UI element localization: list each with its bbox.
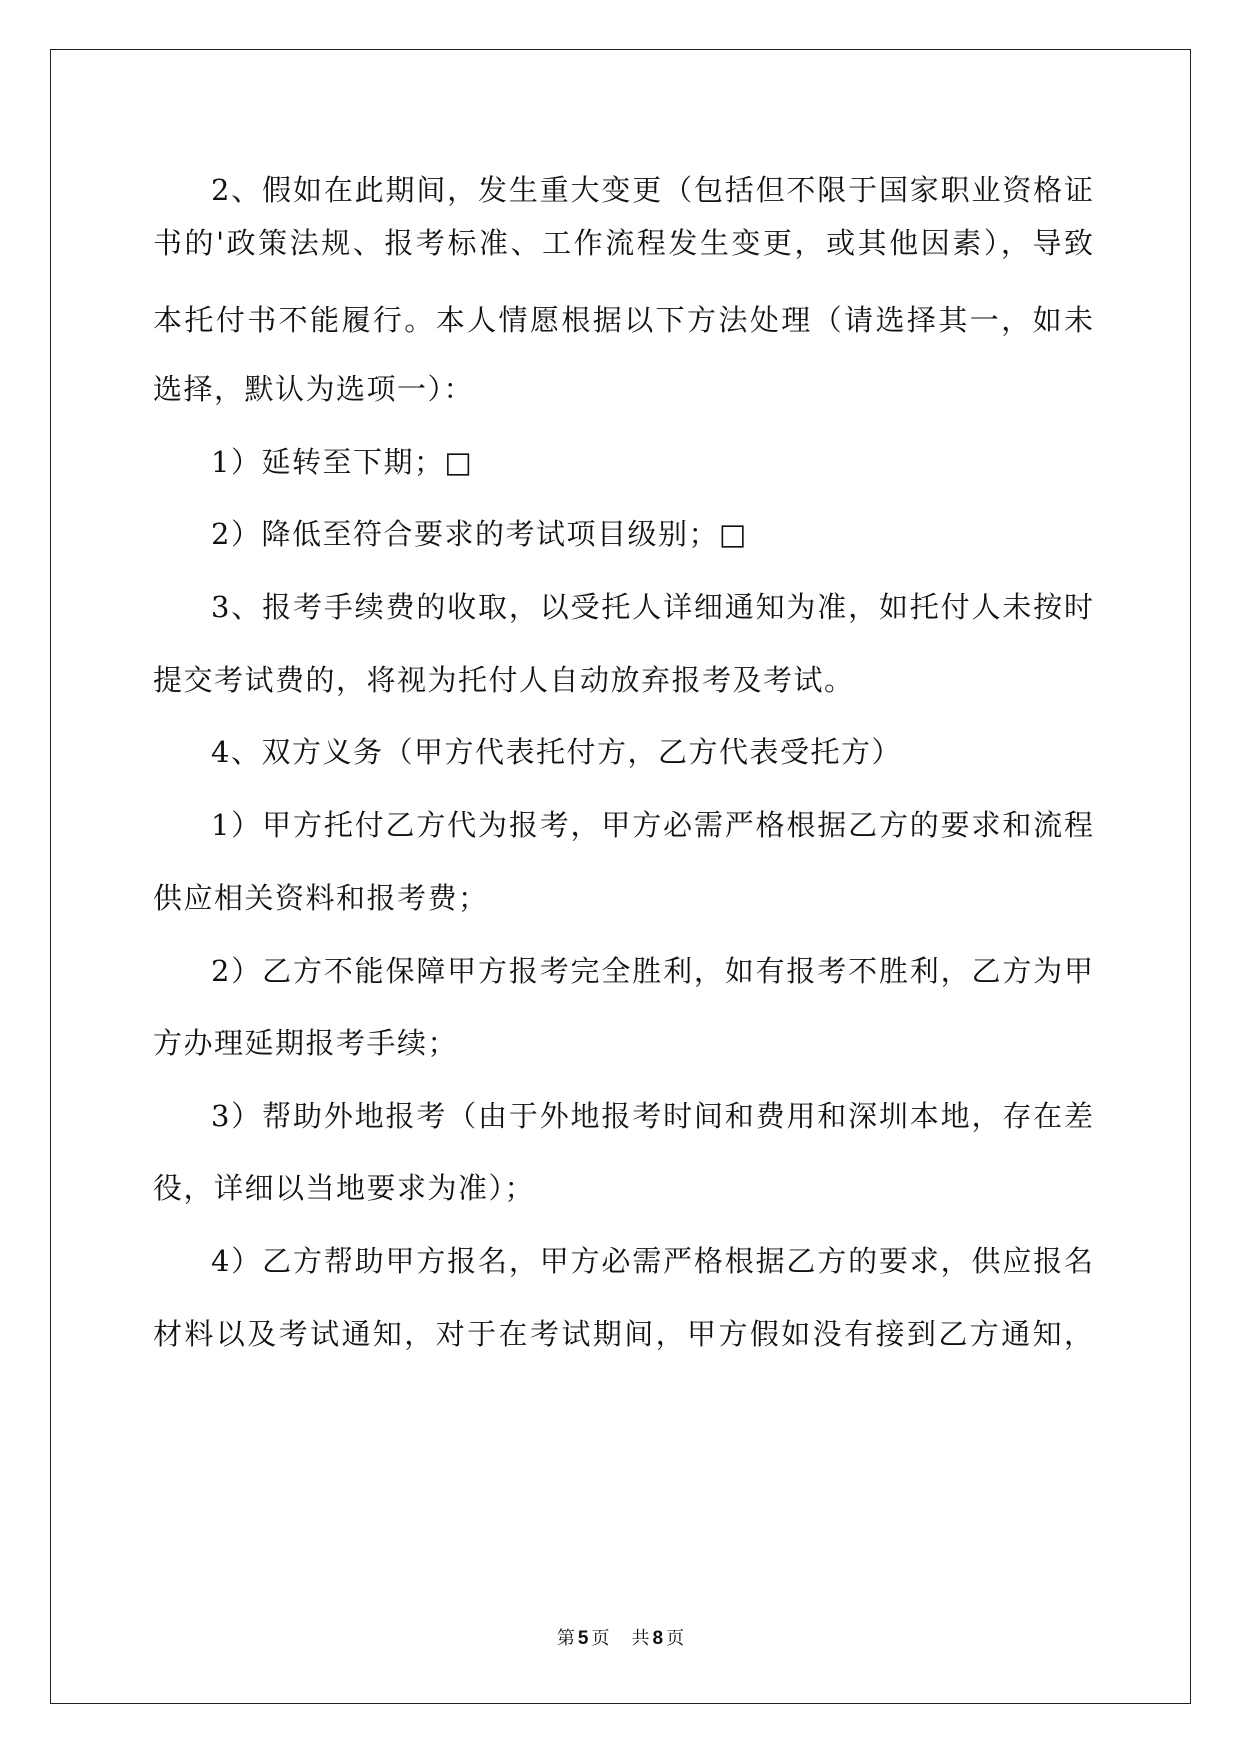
paragraph-line: 役，详细以当地要求为准）； xyxy=(153,1171,536,1205)
option-2-line xyxy=(211,509,1093,559)
paragraph-line: 3）帮助外地报考（由于外地报考时间和费用和深圳本地，存在差 xyxy=(211,1099,1093,1133)
paragraph-line: 方办理延期报考手续； xyxy=(153,1026,459,1060)
current-page-number: 5 xyxy=(577,1628,589,1649)
page-number-footer xyxy=(0,1626,1241,1652)
paragraph-line: 选择，默认为选项一）： xyxy=(153,372,475,406)
paragraph-line: 2）乙方不能保障甲方报考完全胜利，如有报考不胜利，乙方为甲 xyxy=(211,954,1093,988)
total-prefix: 共 xyxy=(631,1628,650,1649)
paragraph-line: 供应相关资料和报考费； xyxy=(153,881,489,915)
page-prefix: 第 xyxy=(556,1628,575,1649)
page-suffix: 页 xyxy=(591,1628,610,1649)
option-1-line xyxy=(211,437,1093,487)
paragraph-line: 4）乙方帮助甲方报名，甲方必需严格根据乙方的要求，供应报名 xyxy=(211,1244,1093,1278)
total-page-count: 8 xyxy=(652,1628,664,1649)
option-2-text: 2）降低至符合要求的考试项目级别； xyxy=(211,517,719,551)
option-1-text: 1）延转至下期； xyxy=(211,445,445,479)
paragraph-line: 1）甲方托付乙方代为报考，甲方必需严格根据乙方的要求和流程 xyxy=(211,808,1093,842)
option-1-checkbox[interactable]: □ xyxy=(444,445,474,479)
option-2-checkbox[interactable]: □ xyxy=(718,517,748,551)
total-suffix: 页 xyxy=(666,1628,685,1649)
paragraph-line: 书的'政策法规、报考标准、工作流程发生变更，或其他因素），导致 xyxy=(153,226,1093,260)
paragraph-line: 2、假如在此期间，发生重大变更（包括但不限于国家职业资格证 xyxy=(211,173,1093,207)
paragraph-line: 材料以及考试通知，对于在考试期间，甲方假如没有接到乙方通知， xyxy=(153,1317,1093,1351)
paragraph-line: 本托付书不能履行。本人情愿根据以下方法处理（请选择其一，如未 xyxy=(153,303,1093,337)
paragraph-line: 4、双方义务（甲方代表托付方，乙方代表受托方） xyxy=(211,735,902,769)
paragraph-line: 3、报考手续费的收取，以受托人详细通知为准，如托付人未按时 xyxy=(211,590,1093,624)
paragraph-line: 提交考试费的，将视为托付人自动放弃报考及考试。 xyxy=(153,663,855,697)
